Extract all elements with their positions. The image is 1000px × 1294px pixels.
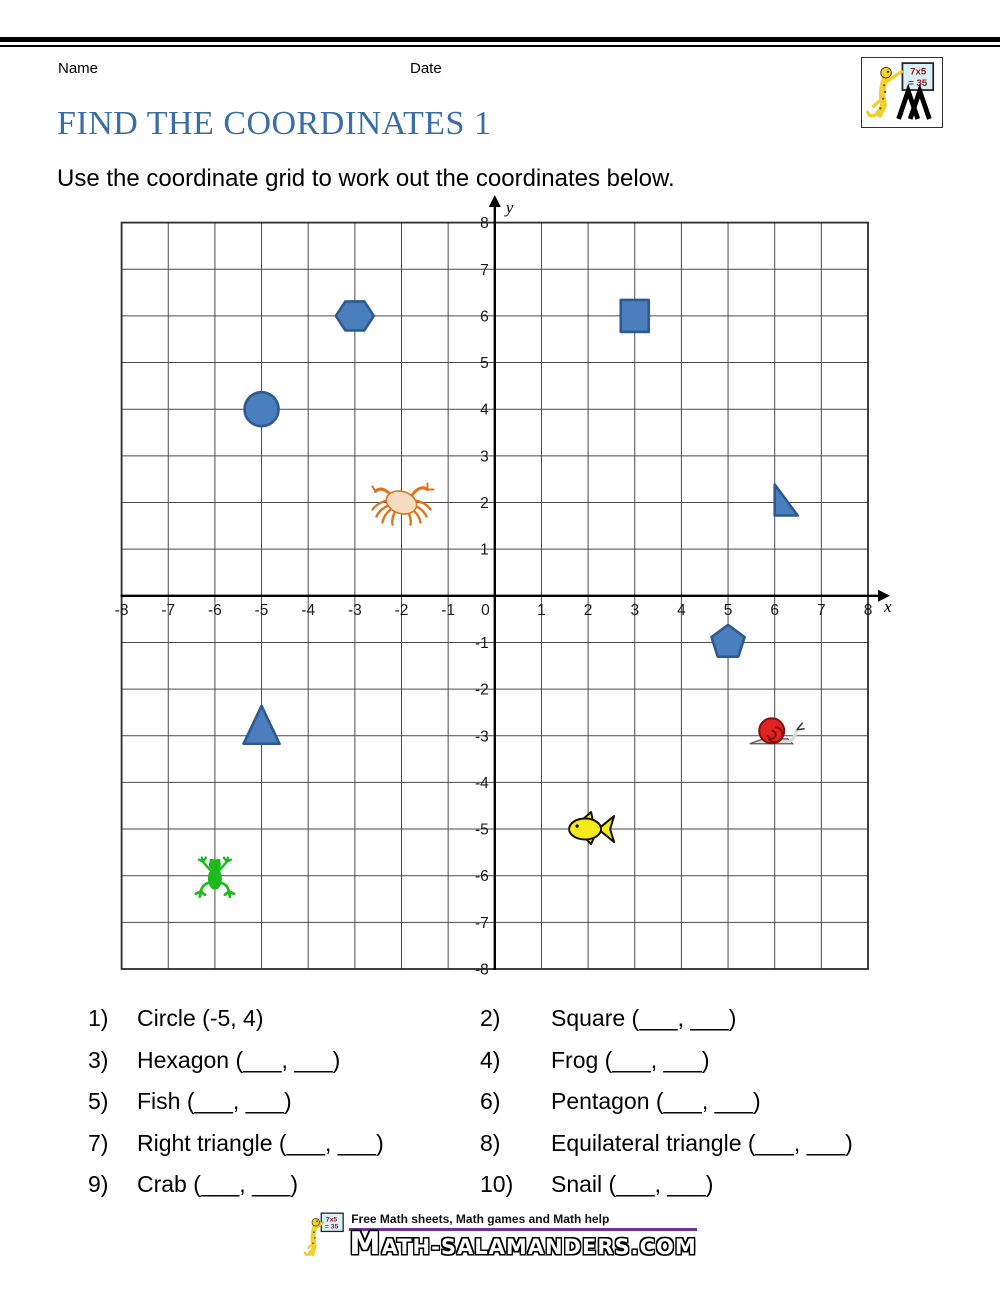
footer-brand xyxy=(0,1212,1000,1260)
plot-hexagon xyxy=(336,301,374,330)
footer-salamander-icon xyxy=(303,1212,345,1260)
question-text: Pentagon (___, ___) xyxy=(551,1088,761,1114)
y-tick-label: 2 xyxy=(480,495,489,512)
question-text: Equilateral triangle (___, ___) xyxy=(551,1129,853,1156)
question-number: 3) xyxy=(88,1046,109,1073)
y-tick-label: -3 xyxy=(475,728,489,746)
footer-tagline: Free Math sheets, Math games and Math help xyxy=(351,1212,610,1226)
question-item xyxy=(88,1084,480,1118)
logo-board-line2: = 35 xyxy=(908,78,928,90)
plot-pentagon xyxy=(711,625,744,657)
plot-right-triangle xyxy=(775,485,798,516)
page-title: FIND THE COORDINATES 1 xyxy=(57,105,492,142)
x-axis-letter: x xyxy=(884,597,892,616)
x-tick-label: -8 xyxy=(114,601,129,619)
y-tick-label: -6 xyxy=(475,868,489,886)
y-tick-label: 8 xyxy=(480,215,489,233)
y-tick-label: 5 xyxy=(480,355,489,373)
date-label: Date xyxy=(410,60,442,77)
y-tick-label: -4 xyxy=(475,774,489,792)
question-item xyxy=(88,1126,480,1160)
question-text: Hexagon (___, ___) xyxy=(137,1046,341,1073)
question-number: 2) xyxy=(480,1005,501,1031)
question-text: Snail (___, ___) xyxy=(551,1171,714,1197)
logo-board-line1: 7x5 xyxy=(910,66,927,78)
question-list xyxy=(88,1001,954,1201)
y-tick-label: -1 xyxy=(475,634,489,652)
y-tick-label: -2 xyxy=(475,681,489,699)
x-tick-label: 2 xyxy=(583,601,593,619)
y-tick-label: 1 xyxy=(480,541,489,559)
y-tick-label: -8 xyxy=(475,961,489,979)
footer-site-name: MATH-SALAMANDERS.COM xyxy=(349,1226,697,1262)
footer-board-line1: 7x5 xyxy=(326,1216,338,1224)
y-tick-label: -5 xyxy=(475,821,489,839)
question-text: Square (___, ___) xyxy=(551,1005,737,1031)
x-tick-label: -5 xyxy=(254,601,269,619)
x-tick-label: 5 xyxy=(723,601,733,619)
question-text: Right triangle (___, ___) xyxy=(137,1129,384,1156)
y-tick-label: 3 xyxy=(480,448,489,466)
question-item xyxy=(88,1043,480,1077)
y-tick-label: 4 xyxy=(480,401,489,419)
plot-square xyxy=(621,300,649,332)
x-tick-label: 4 xyxy=(677,601,686,619)
footer-board-line2: = 35 xyxy=(325,1223,339,1231)
question-number: 5) xyxy=(88,1088,109,1114)
y-tick-label: 6 xyxy=(480,308,489,326)
name-label: Name xyxy=(58,60,99,77)
x-tick-label: -7 xyxy=(161,601,176,619)
question-number: 7) xyxy=(88,1129,109,1156)
y-axis-letter: y xyxy=(505,198,514,217)
question-number: 4) xyxy=(480,1046,501,1073)
question-item xyxy=(480,1126,954,1160)
plot-fish xyxy=(569,812,614,844)
x-tick-label: 6 xyxy=(770,601,780,619)
y-tick-label: 7 xyxy=(480,261,489,279)
question-number: 10) xyxy=(480,1171,514,1197)
question-text: Fish (___, ___) xyxy=(137,1088,292,1114)
x-tick-label: -4 xyxy=(301,601,316,619)
question-text: Circle (-5, 4) xyxy=(137,1005,264,1031)
question-item xyxy=(480,1084,954,1118)
plot-circle xyxy=(245,392,279,426)
question-item xyxy=(88,1001,480,1035)
question-text: Frog (___, ___) xyxy=(551,1046,710,1073)
question-text: Crab (___, ___) xyxy=(137,1171,299,1197)
x-tick-label: -3 xyxy=(347,601,362,619)
x-tick-label: -2 xyxy=(394,601,409,619)
x-tick-label: -1 xyxy=(441,601,456,619)
x-tick-label: 3 xyxy=(630,601,640,619)
plot-snail xyxy=(750,718,805,744)
plot-eq-triangle xyxy=(244,706,280,744)
footer-text-block xyxy=(349,1212,697,1260)
question-item xyxy=(480,1001,954,1035)
y-tick-label: -7 xyxy=(475,914,489,932)
question-item xyxy=(88,1167,480,1201)
x-tick-label: 8 xyxy=(863,601,873,619)
x-tick-label: 7 xyxy=(817,601,826,619)
x-tick-label: 0 xyxy=(481,601,490,619)
x-tick-label: -6 xyxy=(208,601,222,619)
x-tick-label: 1 xyxy=(537,601,546,619)
question-number: 6) xyxy=(480,1088,501,1114)
question-number: 8) xyxy=(480,1129,501,1156)
plot-crab xyxy=(373,484,434,525)
question-number: 9) xyxy=(88,1171,109,1197)
instruction-text: Use the coordinate grid to work out the coordinates below. xyxy=(57,165,675,192)
question-item xyxy=(480,1167,954,1201)
question-number: 1) xyxy=(88,1005,109,1031)
question-item xyxy=(480,1043,954,1077)
